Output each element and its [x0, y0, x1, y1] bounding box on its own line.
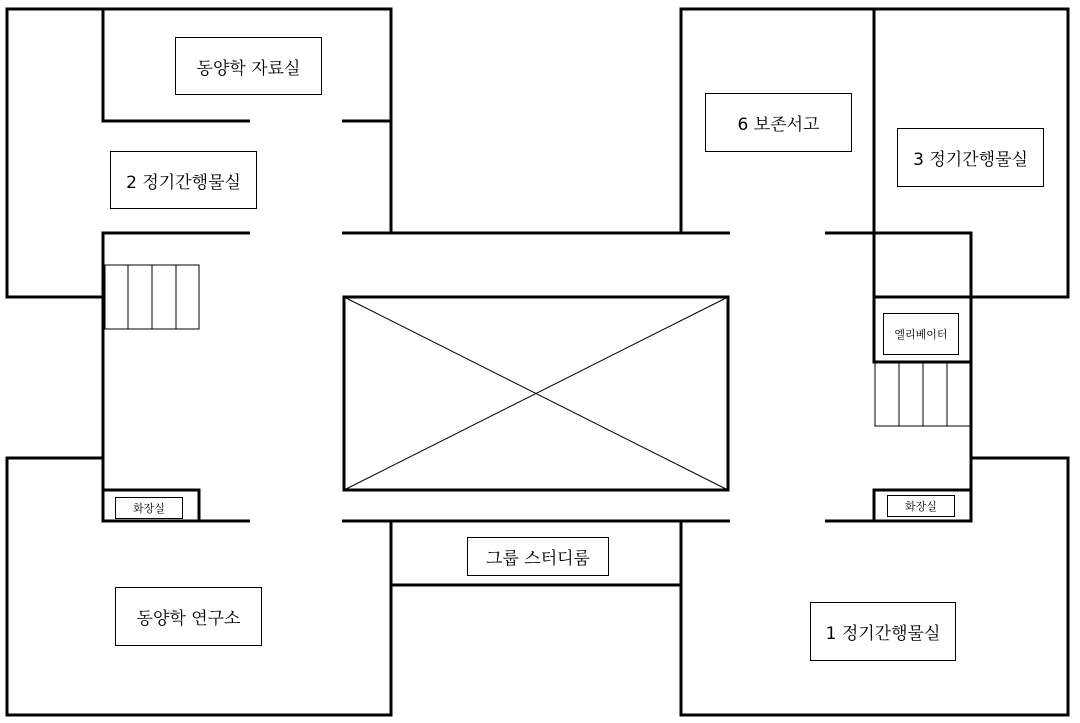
label-oriental-archive: 동양학 자료실: [175, 37, 322, 95]
label-periodicals-3: 3 정기간행물실: [897, 128, 1044, 187]
label-oriental-institute: 동양학 연구소: [115, 587, 262, 646]
label-periodicals-1: 1 정기간행물실: [810, 602, 956, 661]
wall-top-left-wing: [7, 9, 103, 297]
label-elevator: 엘리베이터: [883, 313, 959, 355]
label-restroom-right: 화장실: [887, 495, 955, 517]
label-restroom-left: 화장실: [115, 497, 183, 519]
label-preservation-6: 6 보존서고: [705, 93, 852, 152]
label-group-study: 그룹 스터디룸: [467, 537, 609, 576]
corridor: [103, 233, 971, 521]
label-periodicals-2: 2 정기간행물실: [110, 151, 257, 209]
